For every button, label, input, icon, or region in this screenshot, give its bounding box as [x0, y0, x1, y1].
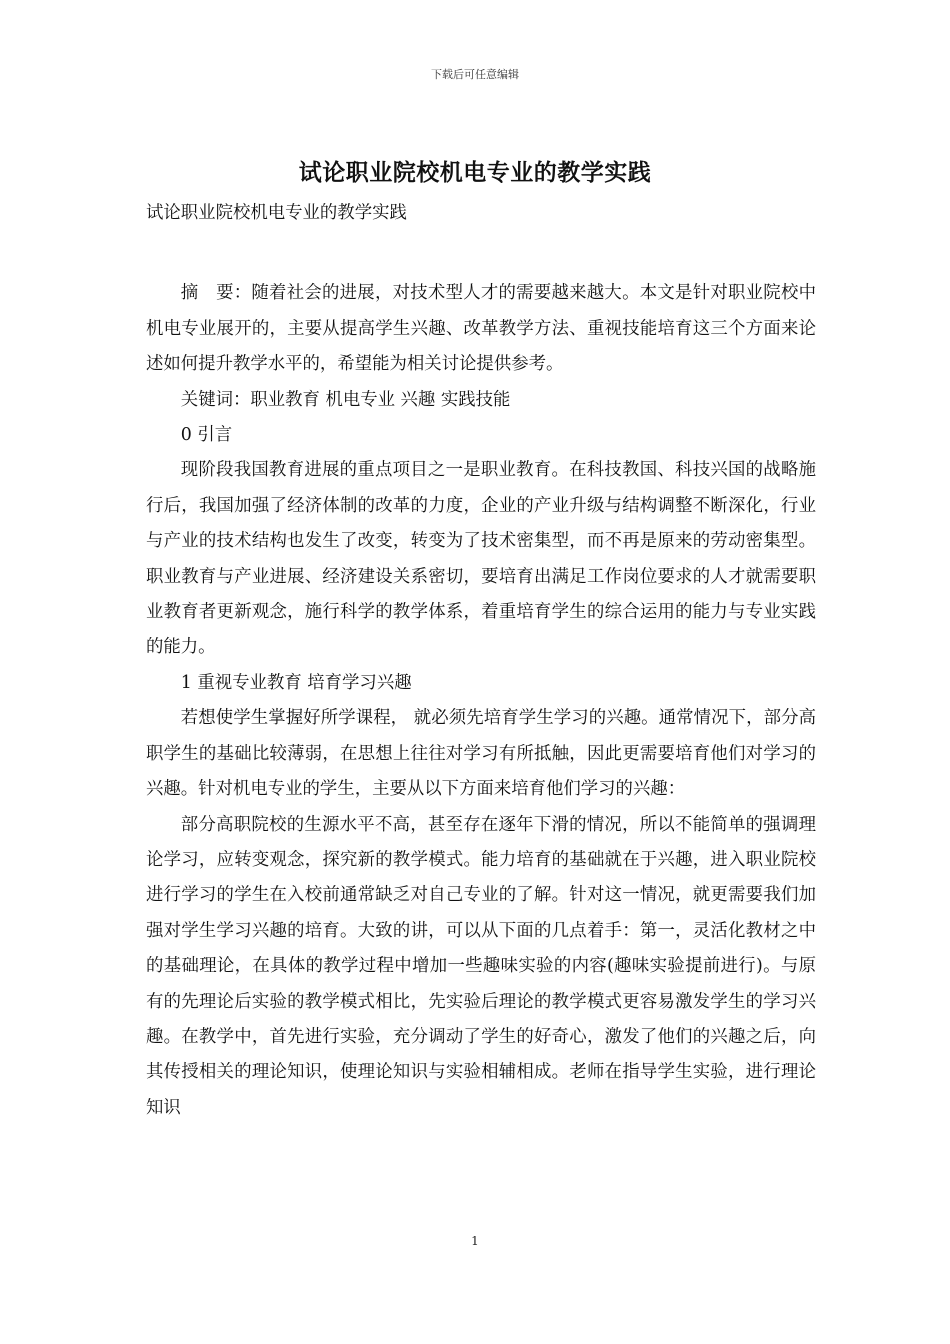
intro-paragraph: 现阶段我国教育进展的重点项目之一是职业教育。在科技教国、科技兴国的战略施行后，我国加强了经济体制的改革的力度，企业的产业升级与结构调整不断深化，行业与产业的技术结构也发生了改变，转变为了技术密集型，而不再是原来的劳动密集型。职业教育与产业进展、经济建设关系密切，要培育出满足工作岗位要求的人才就需要职业教育者更新观念，施行科学的教学体系，着重培育学生的综合运用的能力与专业实践的能力。: [146, 460, 816, 658]
section-1-paragraph-2: 部分高职院校的生源水平不高，甚至存在逐年下滑的情况，所以不能简单的强调理论学习，应转变观念，探究新的教学模式。能力培育的基础就在于兴趣，进入职业院校进行学习的学生在入校前通常缺乏对自己专业的了解。针对这一情况，就更需要我们加强对学生学习兴趣的培育。大致的讲，可以从下面的几点着手：第一，灵活化教材之中的基础理论，在具体的教学过程中增加一些趣味实验的内容(趣味实验提前进行)。与原有的先理论后实验的教学模式相比，先实验后理论的教学模式更容易激发学生的学习兴趣。在教学中，首先进行实验，充分调动了学生的好奇心，激发了他们的兴趣之后，向其传授相关的理论知识，使理论知识与实验相辅相成。老师在指导学生实验，进行理论知识: [146, 814, 816, 1118]
page-header-note: 下载后可任意编辑: [431, 68, 519, 81]
section-heading-1: 1 重视专业教育 培育学习兴趣: [180, 672, 412, 693]
section-heading-intro: 0 引言: [180, 425, 233, 446]
abstract-paragraph: 摘 要：随着社会的进展，对技术型人才的需要越来越大。本文是针对职业院校中机电专业展开的，主要从提高学生兴趣、改革教学方法、重视技能培育这三个方面来论述如何提升教学水平的，希望能为相关讨论提供参考。: [146, 283, 816, 375]
section-1-paragraph-1: 若想使学生掌握好所学课程， 就必须先培育学生学习的兴趣。通常情况下，部分高职学生的基础比较薄弱，在思想上往往对学习有所抵触，因此更需要培育他们对学习的兴趣。针对机电专业的学生，主要从以下方面来培育他们学习的兴趣：: [146, 708, 816, 800]
document-subtitle: 试论职业院校机电专业的教学实践: [146, 203, 407, 223]
document-body: [146, 196, 816, 1126]
page-number: 1: [471, 1234, 479, 1248]
document-title: 试论职业院校机电专业的教学实践: [298, 159, 652, 186]
keywords-line: 关键词：职业教育 机电专业 兴趣 实践技能: [180, 389, 511, 410]
